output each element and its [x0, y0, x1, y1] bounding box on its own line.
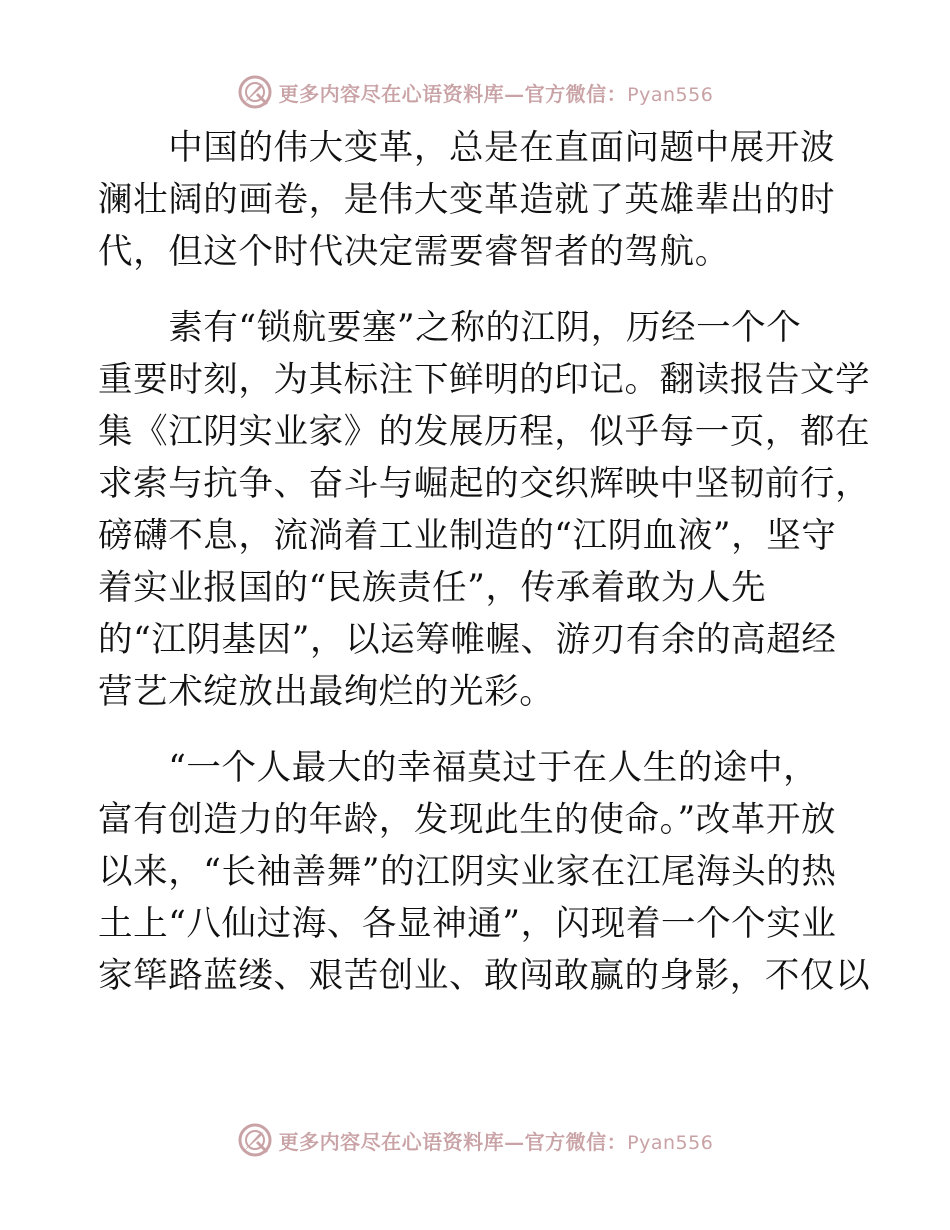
text-line: 着实业报国的“民族责任”，传承着敢为人先 [98, 568, 767, 608]
text-line: 家筚路蓝缕、艰苦创业、敢闯敢赢的身影，不仅以 [98, 956, 871, 996]
text-line: 富有创造力的年龄，发现此生的使命。”改革开放 [98, 800, 837, 840]
text-line: “一个人最大的幸福莫过于在人生的途中， [98, 748, 819, 788]
text-line: 求索与抗争、奋斗与崛起的交织辉映中坚韧前行， [98, 464, 871, 504]
text-line: 重要时刻，为其标注下鲜明的印记。翻读报告文学 [98, 360, 871, 400]
paragraph-3 [98, 742, 871, 1002]
text-line: 以来，“长袖善舞”的江阴实业家在江尾海头的热 [98, 852, 837, 892]
text-line: 代，但这个时代决定需要睿智者的驾航。 [98, 232, 730, 272]
paragraph-2 [98, 302, 871, 718]
paragraph-1 [98, 122, 850, 278]
text-line: 营艺术绽放出最绚烂的光彩。 [98, 672, 555, 712]
text-line: 土上“八仙过海、各显神通”，闪现着一个个实业 [98, 904, 837, 944]
watermark-text: 更多内容尽在心语资料库—官方微信：Pyan556 [278, 81, 714, 106]
text-line: 澜壮阔的画卷，是伟大变革造就了英雄辈出的时 [98, 180, 836, 220]
text-line: 的“江阴基因”，以运筹帷幄、游刃有余的高超经 [98, 620, 837, 660]
text-line: 素有“锁航要塞”之称的江阴，历经一个个 [98, 308, 802, 348]
document-body [98, 122, 871, 1026]
text-line: 中国的伟大变革，总是在直面问题中展开波 [98, 128, 836, 168]
watermark-text: 更多内容尽在心语资料库—官方微信：Pyan556 [278, 1129, 714, 1154]
text-line: 磅礴不息，流淌着工业制造的“江阴血液”，坚守 [98, 516, 837, 556]
text-line: 集《江阴实业家》的发展历程，似乎每一页，都在 [98, 412, 871, 452]
footer-watermark [0, 1118, 950, 1162]
seal-logo-icon [237, 1122, 273, 1158]
seal-logo-icon [237, 74, 273, 110]
header-watermark [0, 70, 950, 114]
